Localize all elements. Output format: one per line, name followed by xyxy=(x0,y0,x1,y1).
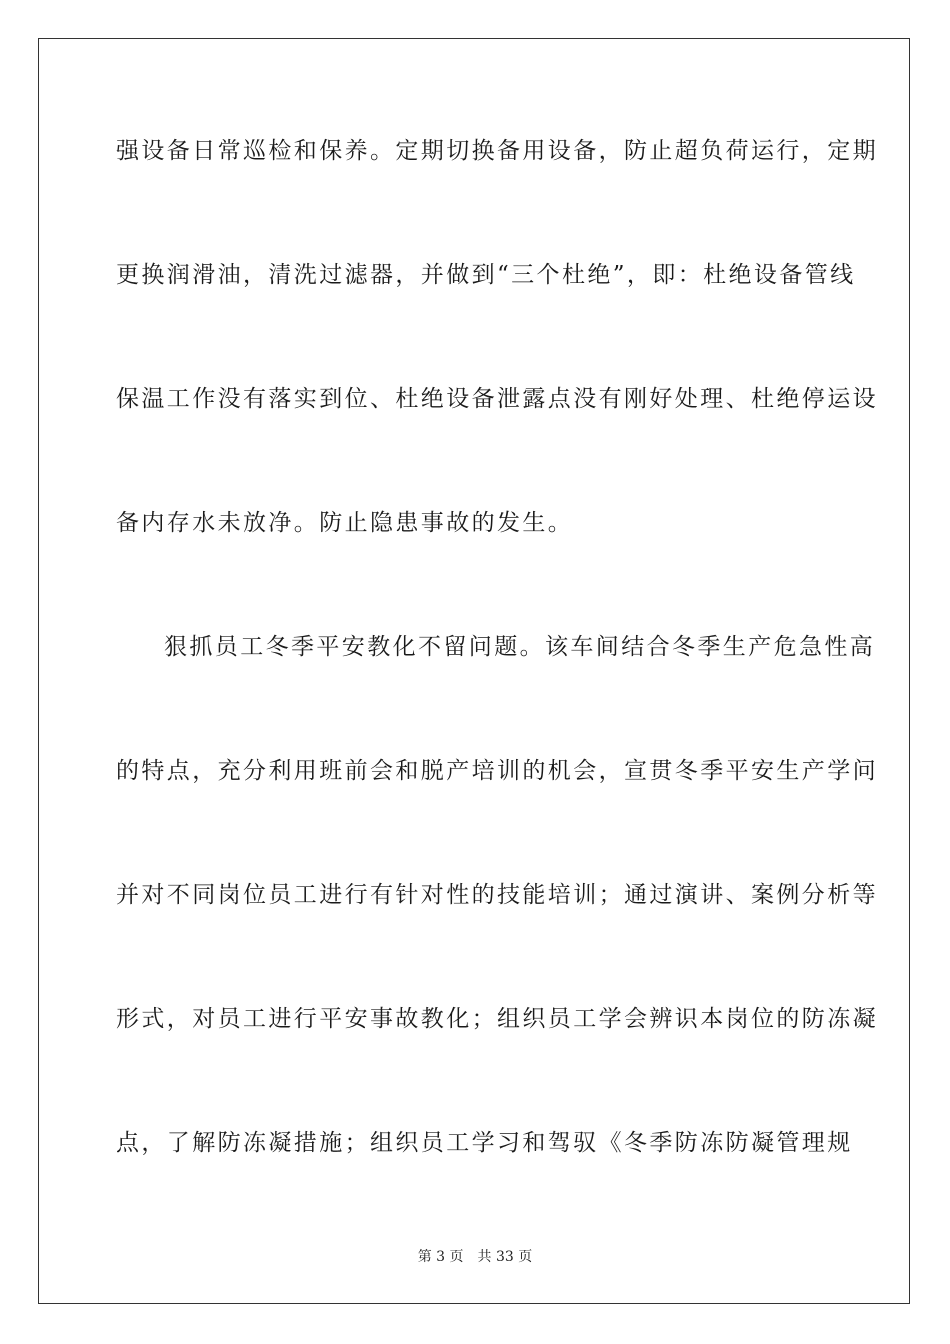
paragraph-line: 的特点，充分利用班前会和脱产培训的机会，宣贯冬季平安生产学问 xyxy=(116,758,878,784)
paragraph-line: 保温工作没有落实到位、杜绝设备泄露点没有刚好处理、杜绝停运设 xyxy=(116,386,878,412)
paragraph-line: 狠抓员工冬季平安教化不留问题。该车间结合冬季生产危急性高 xyxy=(164,634,876,660)
page-total: 共 33 页 xyxy=(477,1249,533,1265)
page-border xyxy=(38,38,910,1304)
paragraph-line: 并对不同岗位员工进行有针对性的技能培训；通过演讲、案例分析等 xyxy=(116,882,878,908)
paragraph-line: 备内存水未放净。防止隐患事故的发生。 xyxy=(116,510,574,536)
paragraph-line: 更换润滑油，清洗过滤器，并做到“三个杜绝”，即：杜绝设备管线 xyxy=(116,262,856,288)
paragraph-line: 形式，对员工进行平安事故教化；组织员工学会辨识本岗位的防冻凝 xyxy=(116,1006,878,1032)
paragraph-line: 强设备日常巡检和保养。定期切换备用设备，防止超负荷运行，定期 xyxy=(116,138,878,164)
page-footer xyxy=(0,1248,950,1266)
page-number: 第 3 页 xyxy=(417,1249,464,1265)
paragraph-line: 点，了解防冻凝措施；组织员工学习和驾驭《冬季防冻防凝管理规 xyxy=(116,1130,853,1156)
